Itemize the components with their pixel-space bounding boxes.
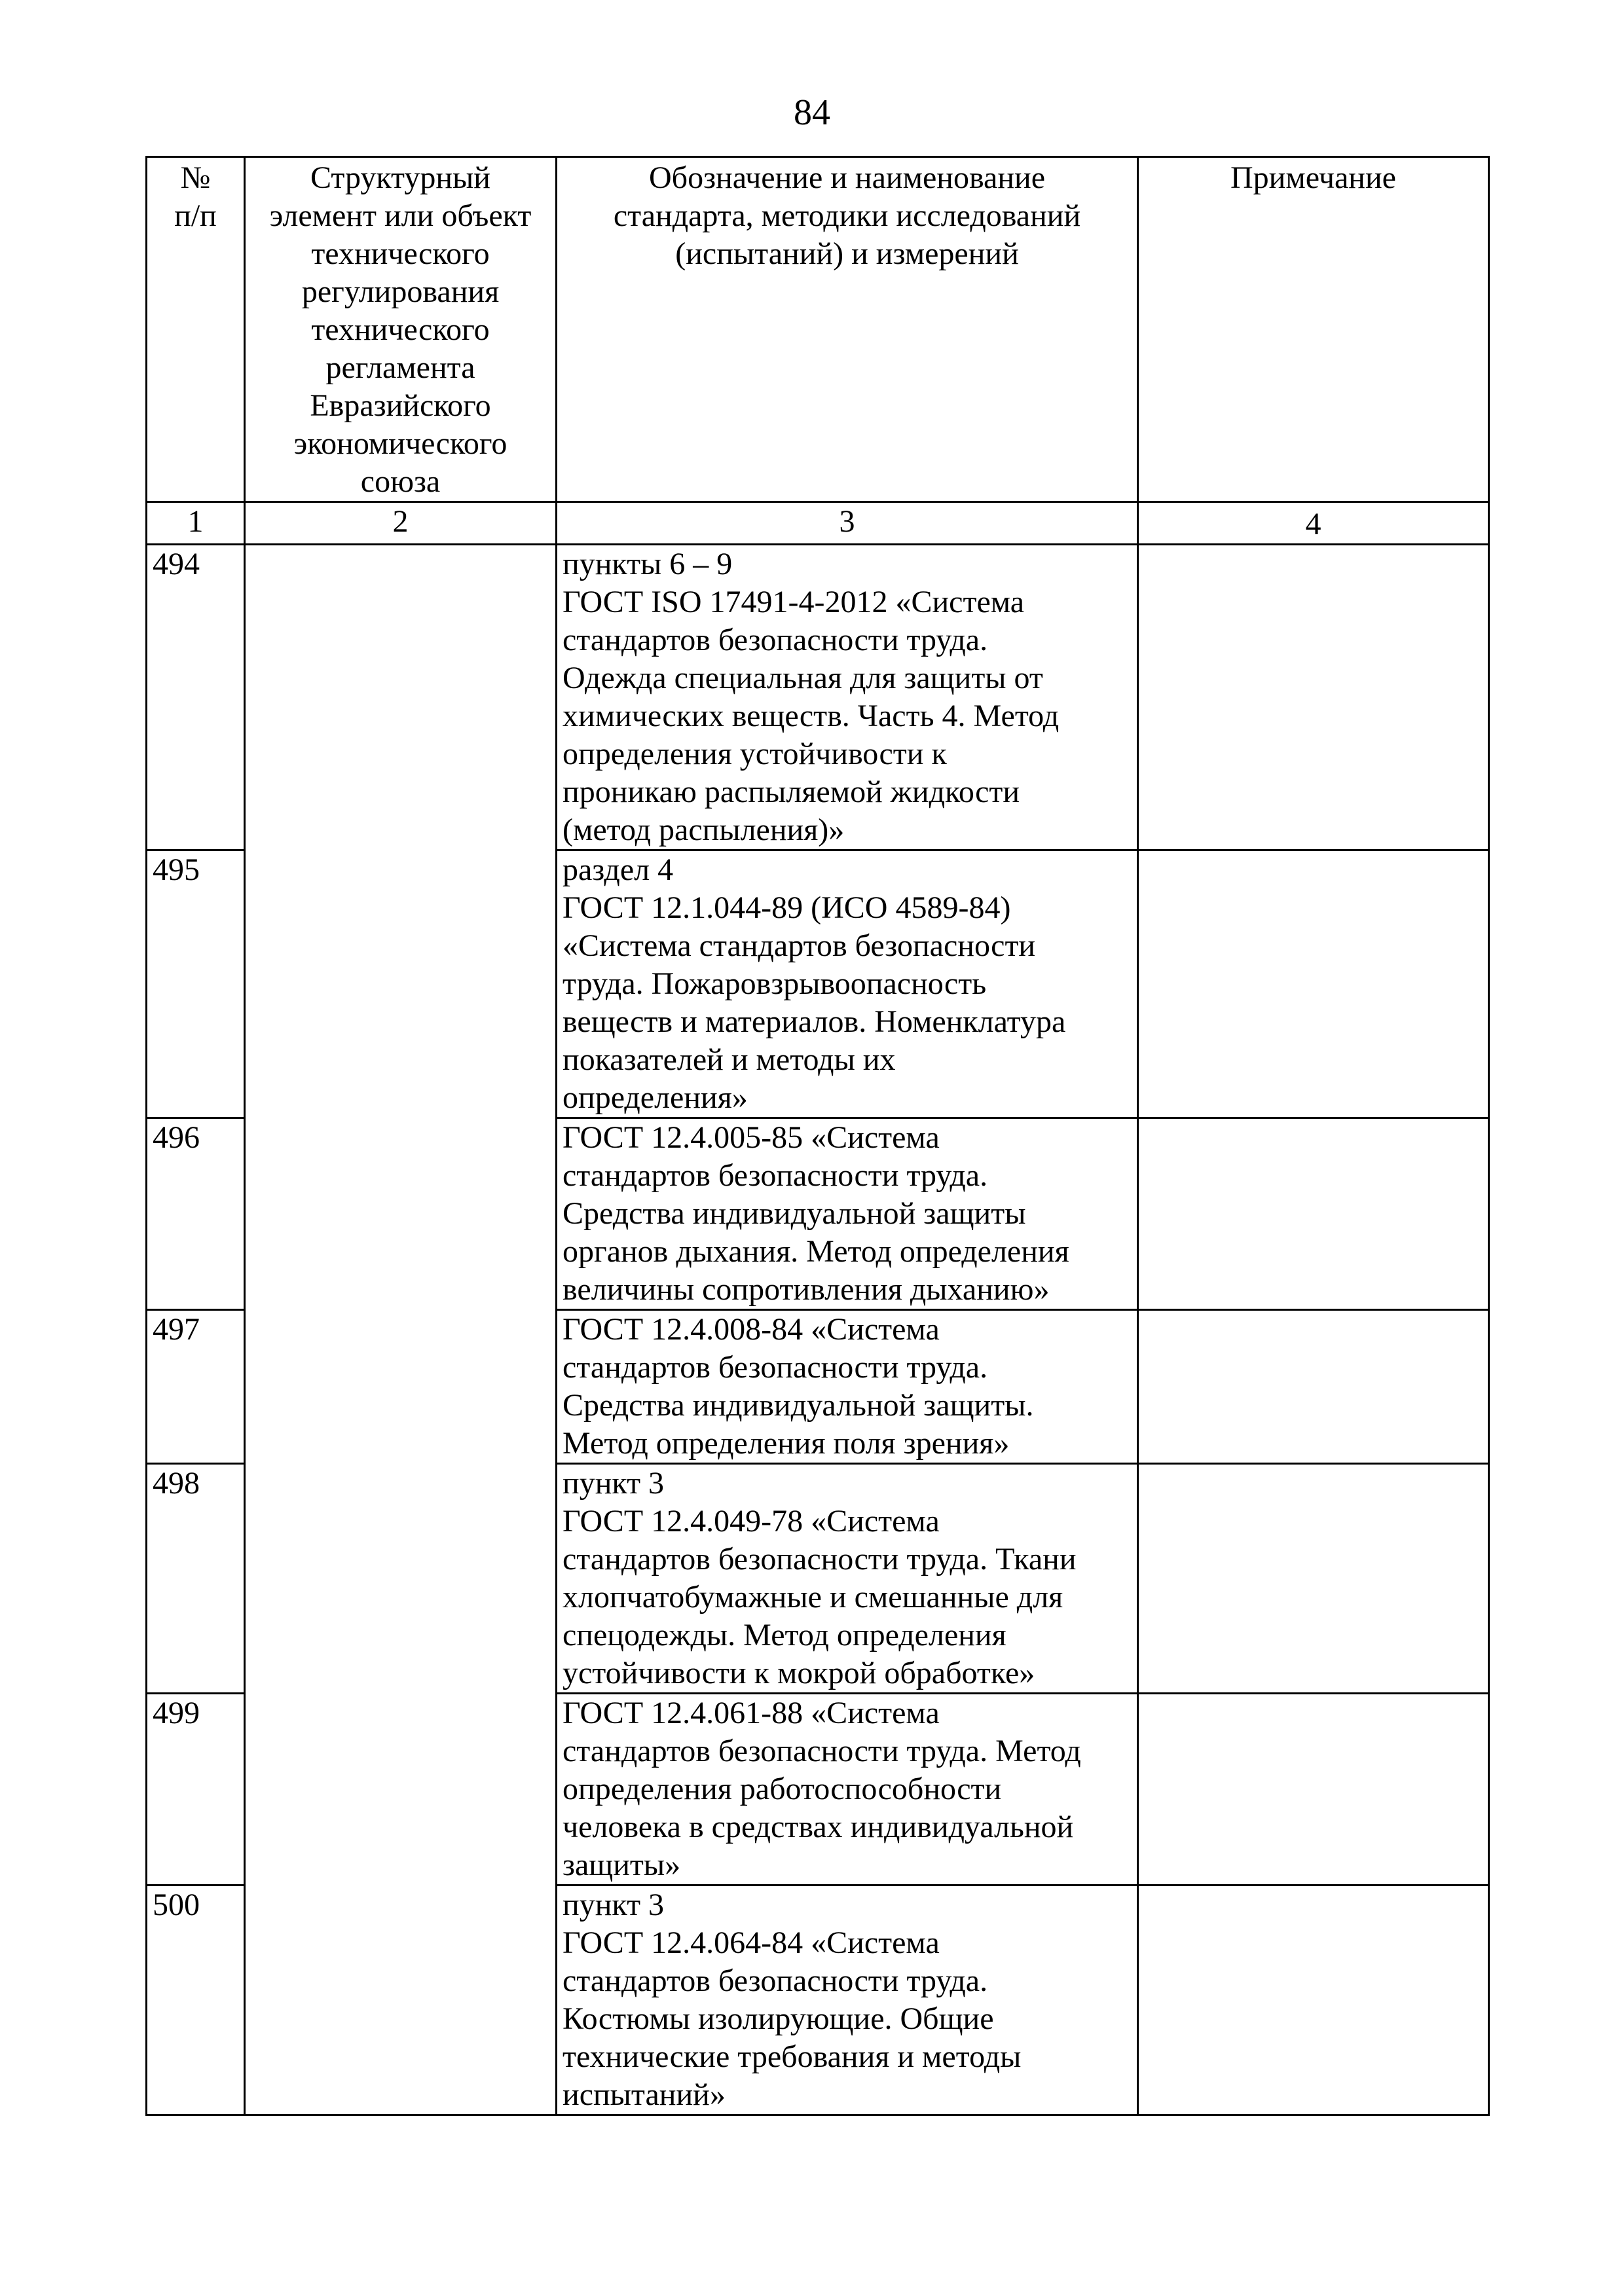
row-number: 497: [147, 1310, 245, 1464]
row-number: 500: [147, 1886, 245, 2115]
column-number-2: 2: [245, 502, 557, 545]
standard-cell: пункт 3 ГОСТ 12.4.064-84 «Система стандартов безопасности труда. Костюмы изолирующие. Общие технические требования и методы испытаний»: [557, 1886, 1138, 2115]
row-number: 499: [147, 1694, 245, 1886]
column-number-4: 4: [1138, 502, 1489, 545]
column-number-3: 3: [557, 502, 1138, 545]
note-cell: [1138, 1694, 1489, 1886]
note-cell: [1138, 545, 1489, 850]
standard-cell: раздел 4 ГОСТ 12.1.044-89 (ИСО 4589-84) «Система стандартов безопасности труда. Пожаровзрывоопасность веществ и материалов. Номенклатура показателей и методы их определения»: [557, 850, 1138, 1118]
header-structural-element: Структурный элемент или объект технического регулирования технического регламента Евразийского экономического союза: [245, 157, 557, 502]
table-header-row: [147, 157, 1489, 502]
note-cell: [1138, 1118, 1489, 1310]
column-number-row: [147, 502, 1489, 545]
structural-element-cell: [245, 545, 557, 2115]
standards-table: [145, 156, 1490, 2116]
standard-cell: пункт 3 ГОСТ 12.4.049-78 «Система стандартов безопасности труда. Ткани хлопчатобумажные и смешанные для спецодежды. Метод определения устойчивости к мокрой обработке»: [557, 1464, 1138, 1694]
note-cell: [1138, 1310, 1489, 1464]
header-note: Примечание: [1138, 157, 1489, 502]
column-number-1: 1: [147, 502, 245, 545]
note-cell: [1138, 850, 1489, 1118]
standard-cell: ГОСТ 12.4.008-84 «Система стандартов безопасности труда. Средства индивидуальной защиты. Метод определения поля зрения»: [557, 1310, 1138, 1464]
standard-cell: пункты 6 – 9 ГОСТ ISO 17491-4-2012 «Система стандартов безопасности труда. Одежда специальная для защиты от химических веществ. Часть 4. Метод определения устойчивости к проникаю распыляемой жидкости (метод распыления)»: [557, 545, 1138, 850]
header-number: № п/п: [147, 157, 245, 502]
standard-cell: ГОСТ 12.4.061-88 «Система стандартов безопасности труда. Метод определения работоспособности человека в средствах индивидуальной защиты»: [557, 1694, 1138, 1886]
note-cell: [1138, 1464, 1489, 1694]
table-row: [147, 545, 1489, 850]
note-cell: [1138, 1886, 1489, 2115]
page-number: 84: [794, 92, 830, 133]
standard-cell: ГОСТ 12.4.005-85 «Система стандартов безопасности труда. Средства индивидуальной защиты органов дыхания. Метод определения величины сопротивления дыханию»: [557, 1118, 1138, 1310]
row-number: 495: [147, 850, 245, 1118]
row-number: 498: [147, 1464, 245, 1694]
header-standard-designation: Обозначение и наименование стандарта, методики исследований (испытаний) и измерений: [557, 157, 1138, 502]
row-number: 496: [147, 1118, 245, 1310]
row-number: 494: [147, 545, 245, 850]
